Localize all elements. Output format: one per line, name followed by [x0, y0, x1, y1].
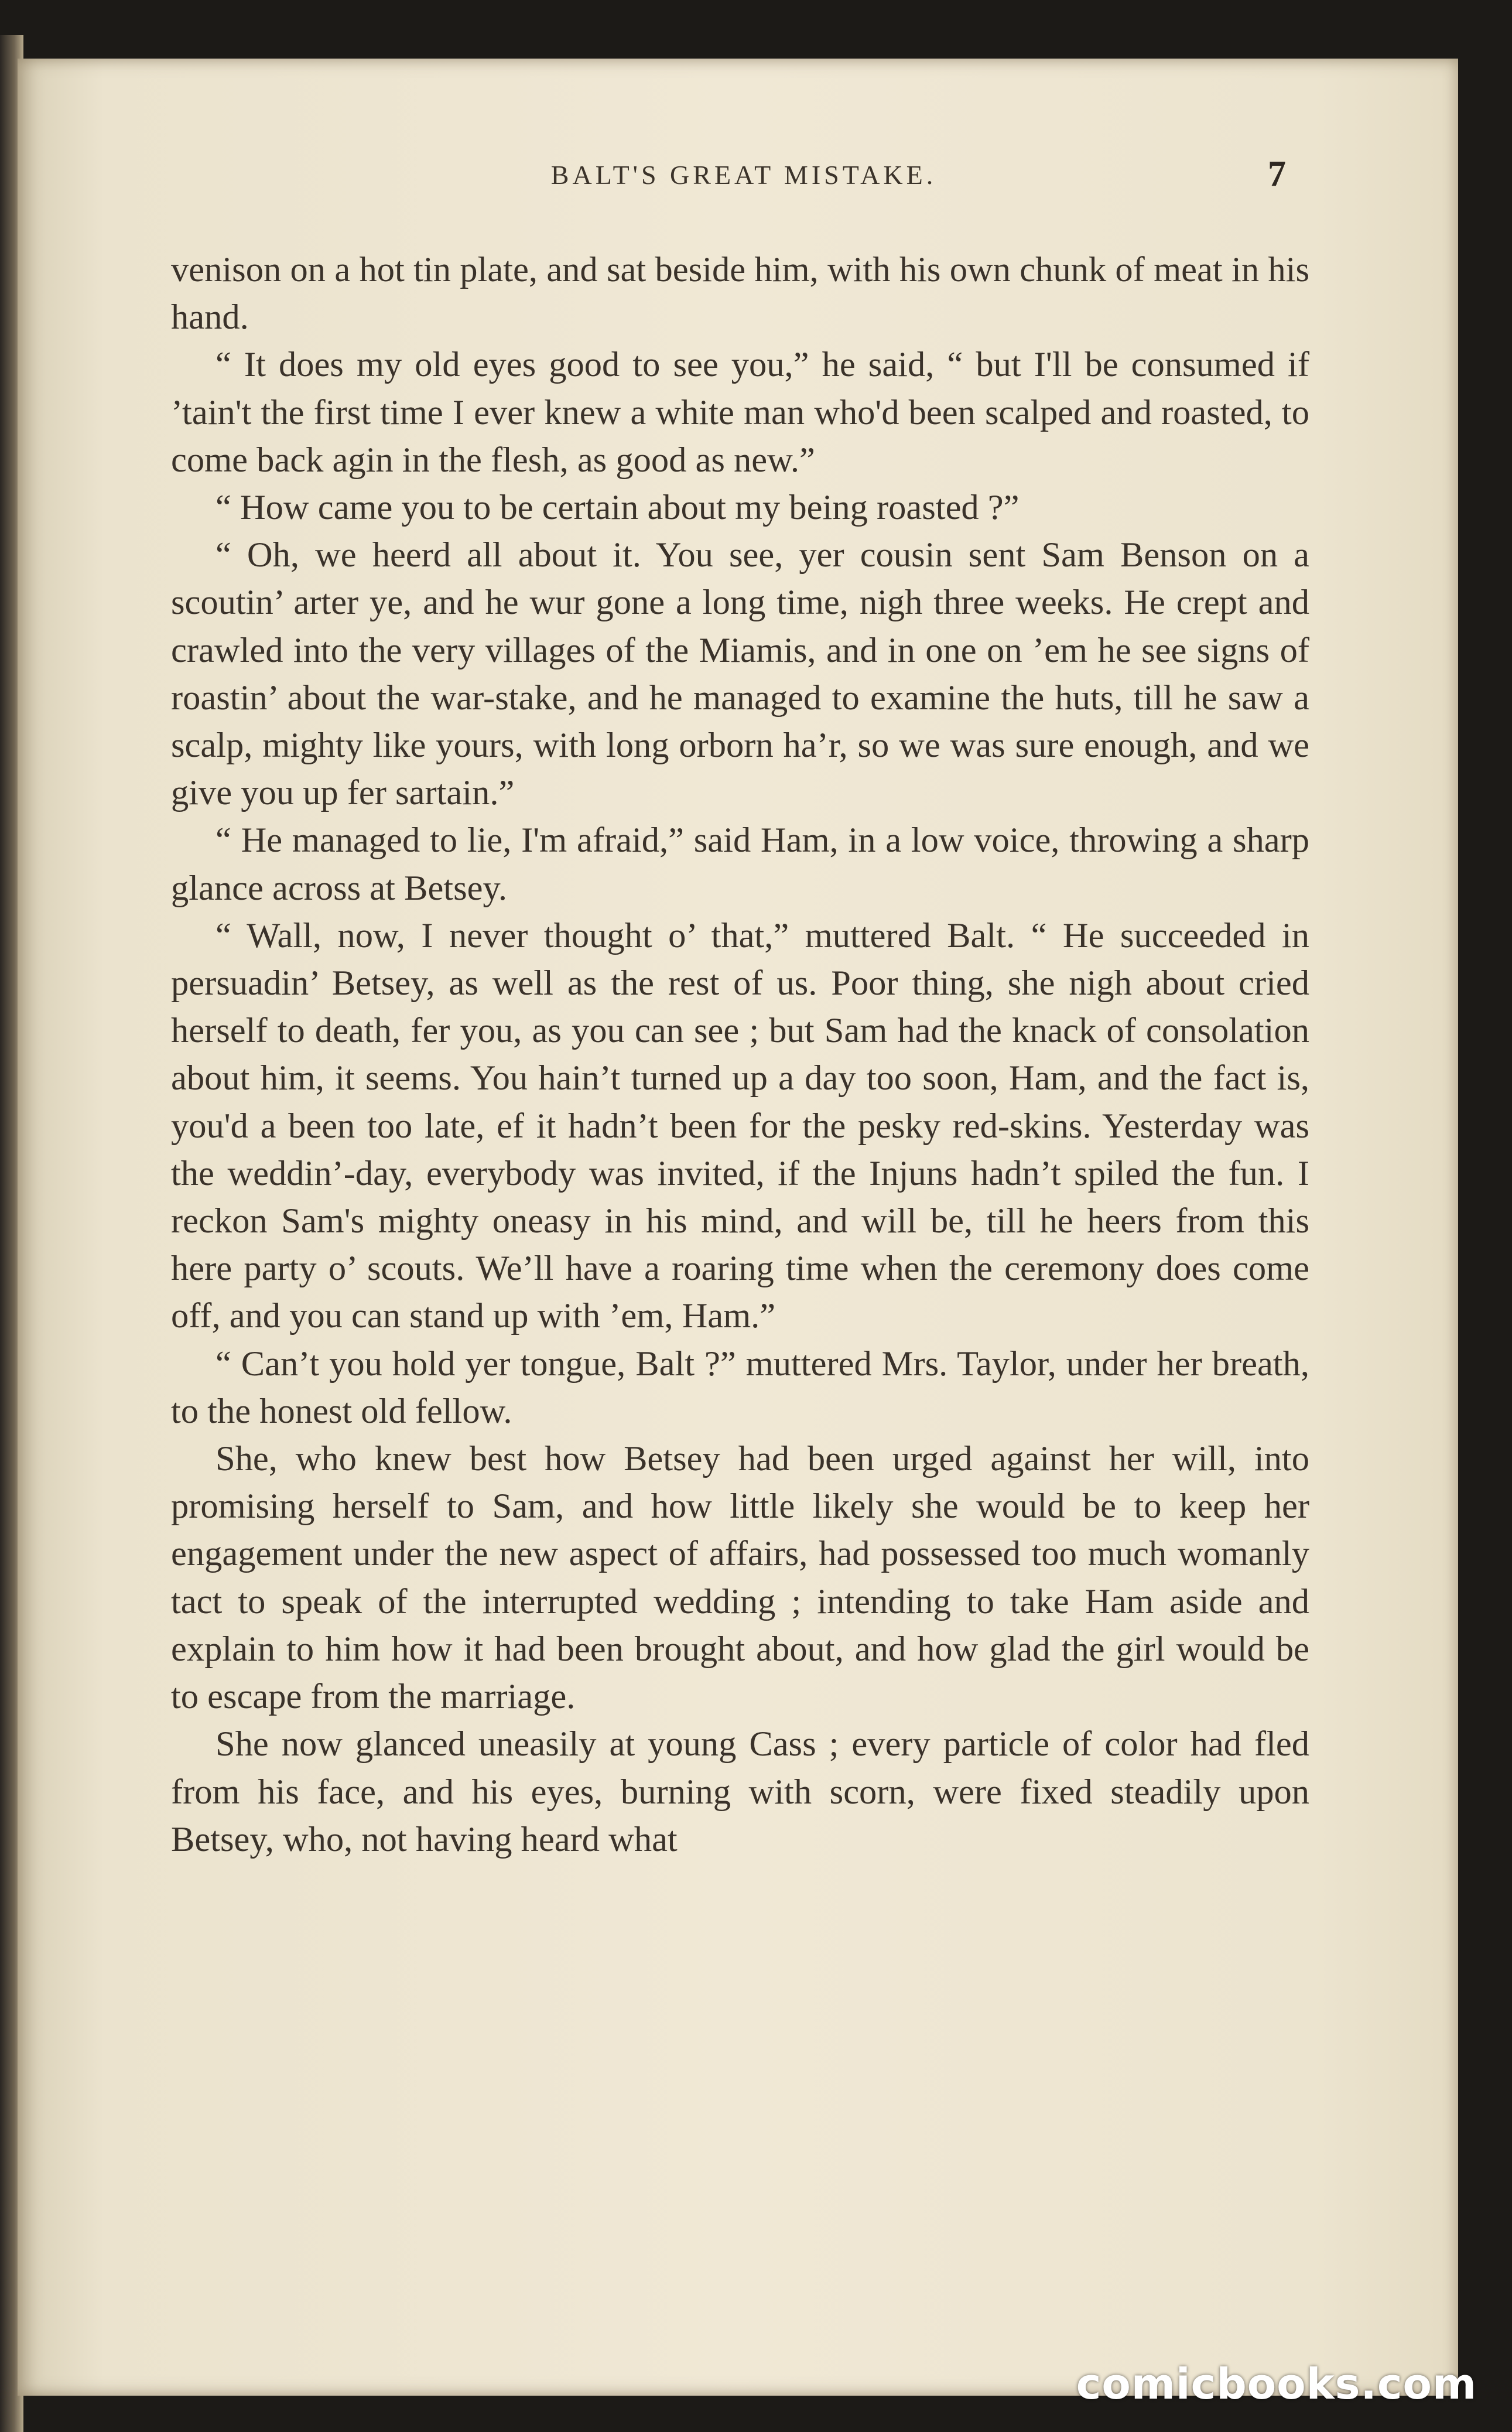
paragraph: “ How came you to be certain about my being roasted ?”: [215, 488, 1020, 528]
paragraph: “ It does my old eyes good to see you,” he said, “ but I'll be consumed if ’tain't the first time I ever knew a white man who'd been scalped and roasted, to come back agin in the flesh, as good as new.”: [171, 345, 1309, 480]
body-text: [171, 246, 1309, 1863]
paragraph: “ Oh, we heerd all about it. You see, yer cousin sent Sam Benson on a scoutin’ arter ye, and he wur gone a long time, nigh three weeks. He crept and crawled into the very villages of the Miamis, and in one on ’em he see signs of roastin’ about the war-stake, and he managed to examine the huts, till he saw a scalp, mighty like yours, with long orborn ha’r, so we was sure enough, and we give you up fer sartain.”: [171, 535, 1309, 813]
paragraph: venison on a hot tin plate, and sat beside him, with his own chunk of meat in his hand.: [171, 250, 1309, 337]
paragraph: She now glanced uneasily at young Cass ; every particle of color had fled from his face, and his eyes, burning with scorn, were fixed steadily upon Betsey, who, not having heard what: [171, 1724, 1309, 1859]
paragraph: “ Can’t you hold yer tongue, Balt ?” muttered Mrs. Taylor, under her breath, to the honest old fellow.: [171, 1344, 1309, 1431]
paragraph: “ He managed to lie, I'm afraid,” said Ham, in a low voice, throwing a sharp glance across at Betsey.: [171, 821, 1309, 908]
watermark: comicbooks.com: [1076, 2359, 1477, 2409]
paragraph: She, who knew best how Betsey had been urged against her will, into promising herself to Sam, and how little likely she would be to keep her engagement under the new aspect of affairs, had possessed too much womanly tact to speak of the interrupted wedding ; intending to take Ham aside and explain to him how it had been brought about, and how glad the girl would be to escape from the marriage.: [171, 1439, 1309, 1717]
page-number: 7: [1268, 154, 1286, 194]
paragraph: “ Wall, now, I never thought o’ that,” muttered Balt. “ He succeeded in persuadin’ Betsey, as well as the rest of us. Poor thing, she nigh about cried herself to death, fer you, as you can see ; but Sam had the knack of consolation about him, it seems. You hain’t turned up a day too soon, Ham, and the fact is, you'd a been too late, ef it hadn’t been for the pesky red-skins. Yesterday was the weddin’-day, everybody was invited, if the Injuns hadn’t spiled the fun. I reckon Sam's mighty oneasy in his mind, and will be, till he heers from this here party o’ scouts. We’ll have a roaring time when the ceremony does come off, and you can stand up with ’em, Ham.”: [171, 916, 1309, 1336]
running-head: BALT'S GREAT MISTAKE.: [550, 160, 937, 190]
